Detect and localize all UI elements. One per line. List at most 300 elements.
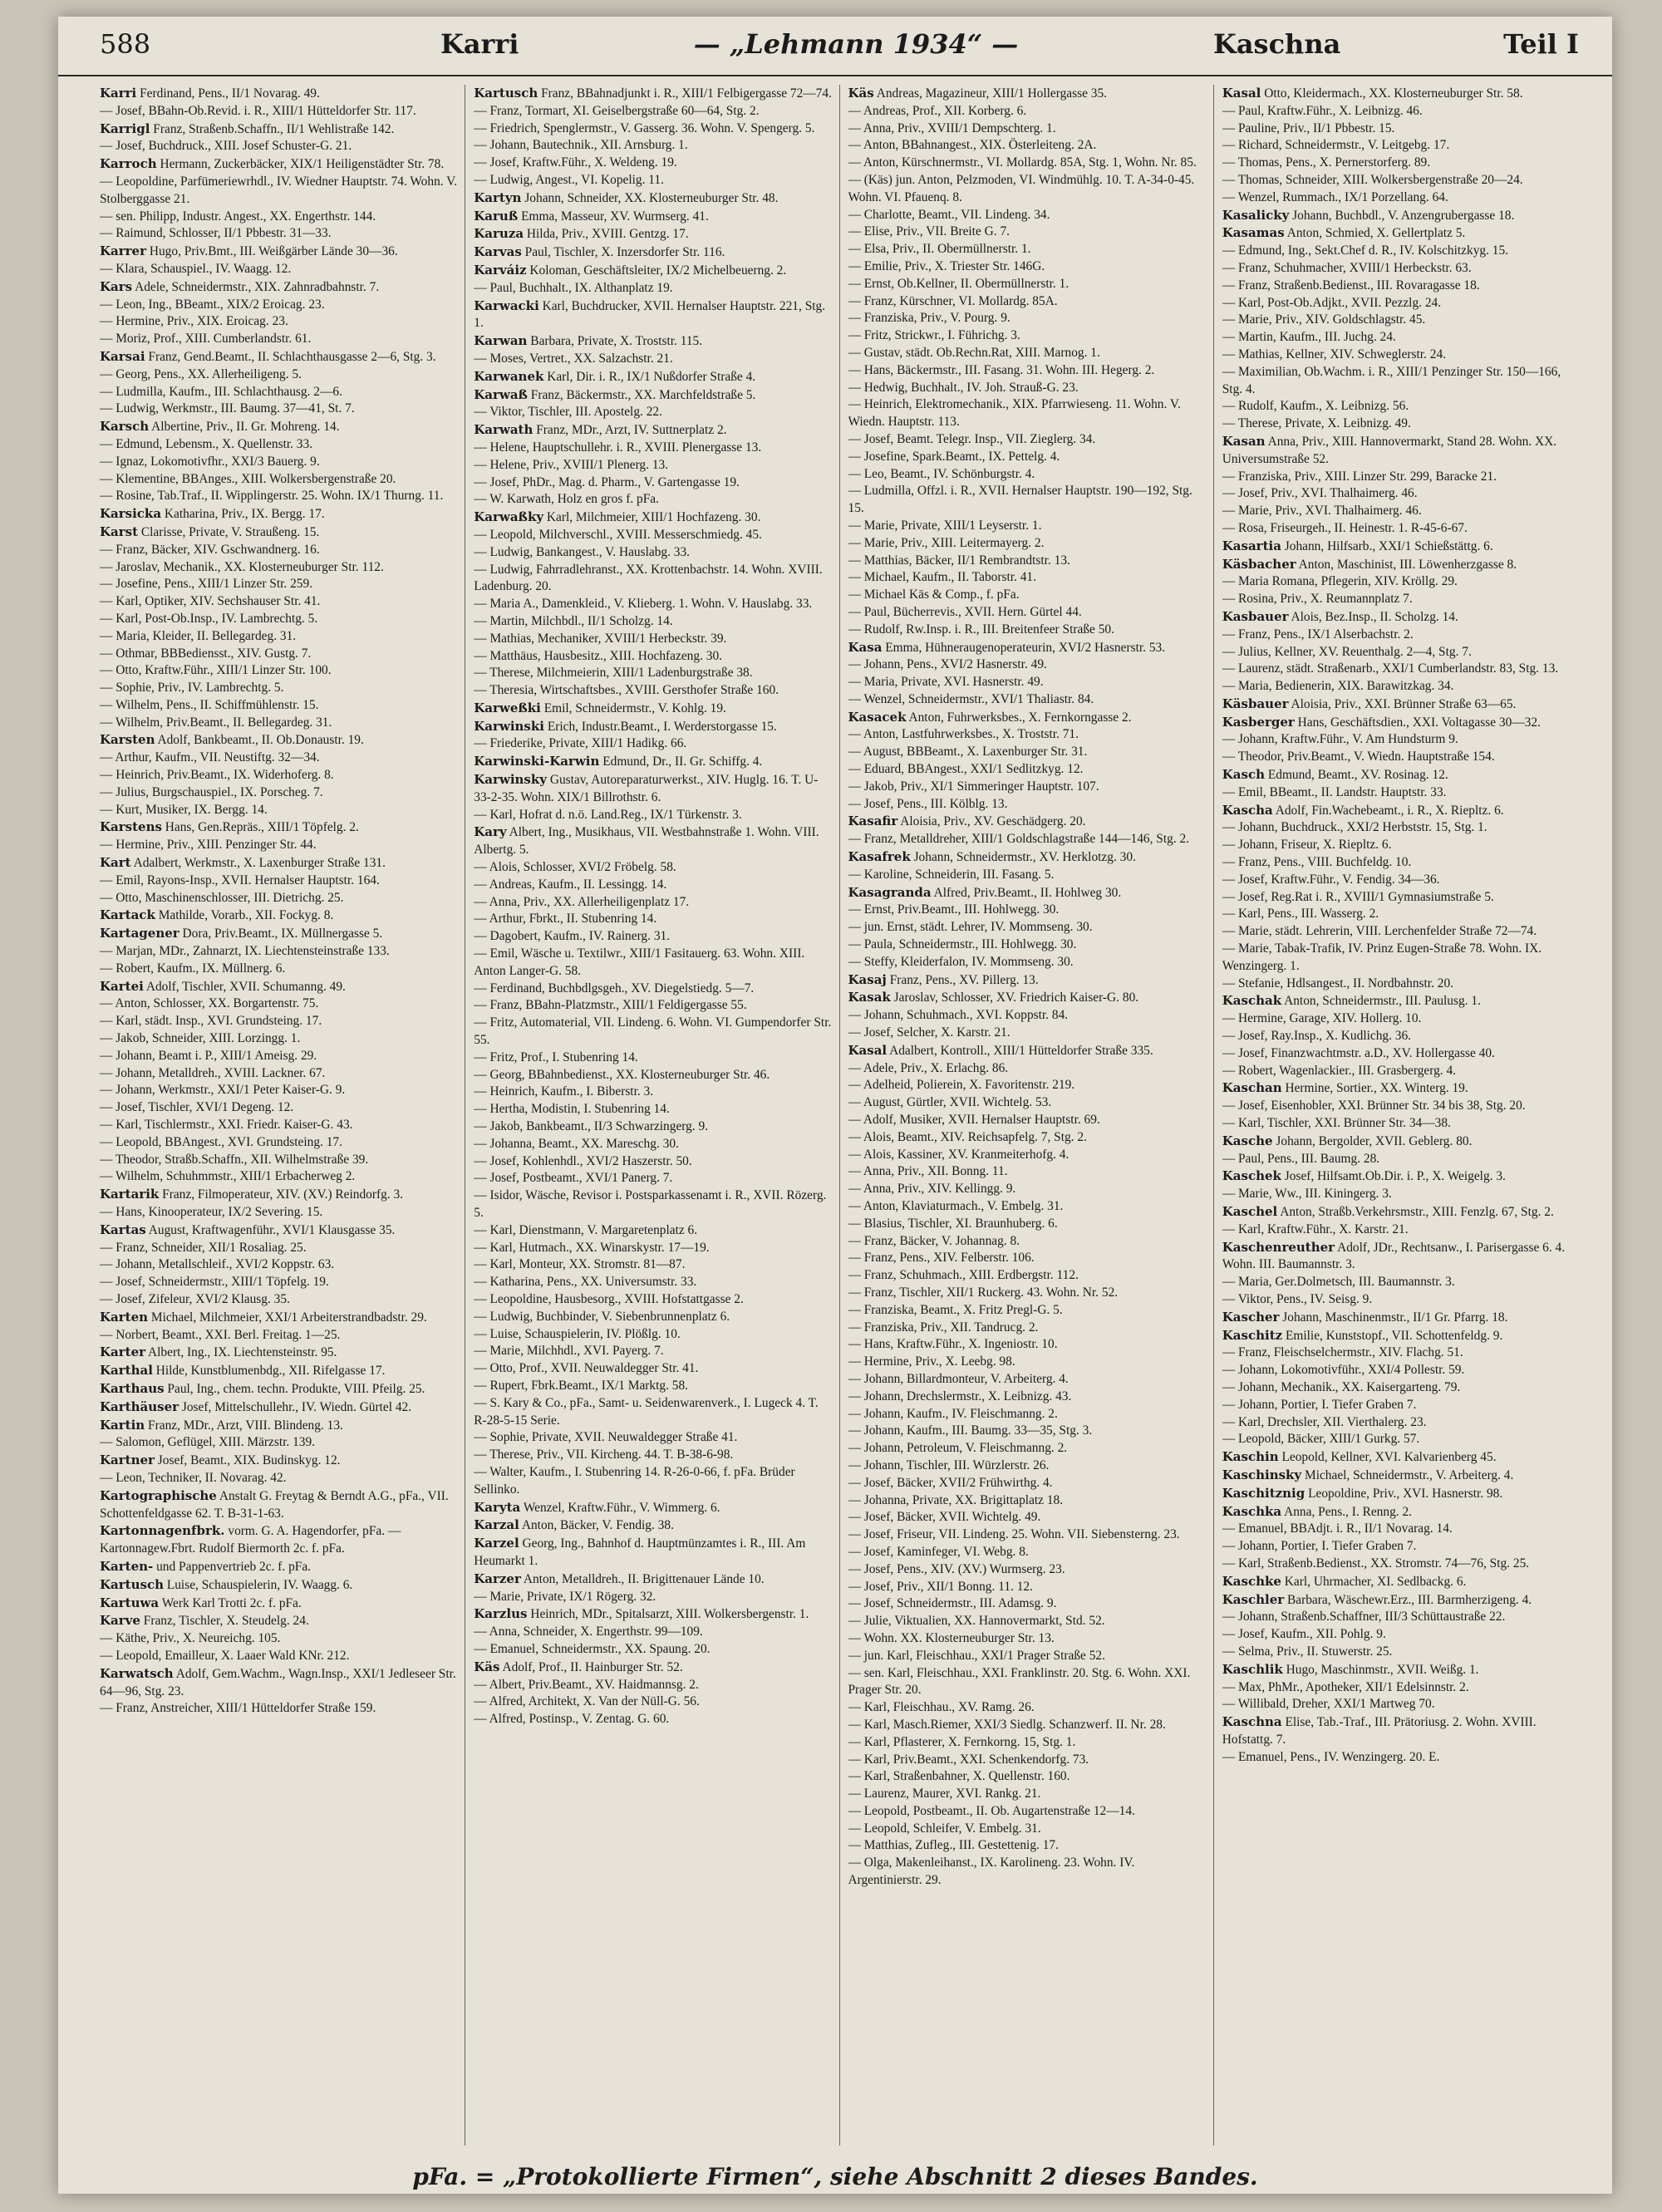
directory-entry: — Leopold, Postbeamt., II. Ob. Augartenstraße 12—14.	[848, 1803, 1135, 1818]
directory-entry: Kascha Adolf, Fin.Wachebeamt., i. R., X. Riepltz. 6.	[1222, 802, 1504, 818]
header-last-entry: Kaschna	[1213, 28, 1341, 60]
directory-entry: — Karl, Kraftw.Führ., X. Karstr. 21.	[1222, 1222, 1409, 1236]
directory-entry: — Jaroslav, Mechanik., XX. Klosterneuburger Str. 112.	[100, 559, 384, 574]
directory-entry: — Franziska, Priv., V. Pourg. 9.	[848, 311, 1010, 326]
directory-entry: — Laurenz, Maurer, XVI. Rankg. 21.	[848, 1787, 1041, 1802]
directory-entry: — Fritz, Strickwr., I. Führichg. 3.	[848, 328, 1020, 343]
directory-entry: Kaschin Leopold, Kellner, XVI. Kalvarienberg 45.	[1222, 1449, 1497, 1465]
directory-entry: Kartuwa Werk Karl Trotti 2c. f. pFa.	[100, 1595, 302, 1610]
directory-entry: — Johann, Billardmonteur, V. Arbeiterg. 4.	[848, 1371, 1069, 1386]
directory-entry: — Emanuel, BBAdjt. i. R., II/1 Novarag. 14.	[1222, 1521, 1453, 1536]
surname: Kaschke	[1222, 1573, 1281, 1589]
column-4	[1222, 85, 1587, 2146]
directory-entry: Kasafrek Johann, Schneidermstr., XV. Herklotzg. 30.	[848, 849, 1136, 865]
directory-entry: — Josef, Kraftw.Führ., V. Fendig. 34—36.	[1222, 872, 1440, 887]
surname: Karwinsky	[474, 772, 547, 788]
directory-entry: — Marie, Milchhdl., XVI. Payerg. 7.	[474, 1344, 664, 1359]
directory-entry: — Johann, Straßenb.Schaffner, III/3 Schüttaustraße 22.	[1222, 1610, 1506, 1625]
directory-entry: — Franziska, Priv., XII. Tandrucg. 2.	[848, 1320, 1039, 1335]
directory-entry: Käsbauer Aloisia, Priv., XXI. Brünner Straße 63—65.	[1222, 696, 1517, 711]
directory-entry: — Josef, Pens., XIV. (XV.) Wurmserg. 23.	[848, 1561, 1065, 1576]
directory-entry: — Jakob, Schneider, XIII. Lorzingg. 1.	[100, 1031, 301, 1046]
directory-entry: — Josef, BBahn-Ob.Revid. i. R., XIII/1 Hütteldorfer Str. 117.	[100, 103, 416, 118]
directory-entry: Karwacki Karl, Buchdrucker, XVII. Hernalser Hauptstr. 221, Stg. 1.	[474, 297, 826, 331]
directory-entry: — Rosina, Priv., X. Reumannplatz 7.	[1222, 592, 1413, 607]
directory-entry: — Josef, Priv., XVI. Thalhaimerg. 46.	[1222, 486, 1418, 501]
directory-entry: — Ernst, Ob.Kellner, II. Obermüllnerstr. 1.	[848, 276, 1069, 291]
directory-entry: Kaschitznig Leopoldine, Priv., XVI. Hasnerstr. 98.	[1222, 1485, 1503, 1501]
directory-entry: — Käthe, Priv., X. Neureichg. 105.	[100, 1631, 281, 1646]
directory-entry: Kart Adalbert, Werkmstr., X. Laxenburger Straße 131.	[100, 855, 386, 871]
directory-entry: — Johann, Mechanik., XX. Kaisergarteng. 79.	[1222, 1379, 1461, 1394]
directory-entry: Karwanek Karl, Dir. i. R., IX/1 Nußdorfer Straße 4.	[474, 368, 756, 384]
directory-entry: — Josef, Priv., XII/1 Bonng. 11. 12.	[848, 1579, 1033, 1594]
directory-entry: — Otto, Kraftw.Führ., XIII/1 Linzer Str. 100.	[100, 663, 332, 678]
directory-entry: — Josef, Schneidermstr., III. Adamsg. 9.	[848, 1596, 1057, 1611]
directory-entry: Kartin Franz, MDr., Arzt, VIII. Blindeng. 13.	[100, 1417, 343, 1433]
directory-entry: — Isidor, Wäsche, Revisor i. Postsparkassenamt i. R., XVII. Rözerg. 5.	[474, 1188, 827, 1220]
directory-entry: — Josef, Kraftw.Führ., X. Weldeng. 19.	[474, 155, 677, 170]
directory-entry: — Othmar, BBBediensst., XIV. Gustg. 7.	[100, 646, 312, 661]
directory-entry: — Matthäus, Hausbesitz., XIII. Hochfazeng. 30.	[474, 648, 722, 663]
directory-entry: — August, BBBeamt., X. Laxenburger Str. 31.	[848, 745, 1088, 759]
directory-entry: — Anna, Priv., XVIII/1 Dempschterg. 1.	[848, 120, 1056, 135]
directory-entry: Kasan Anna, Priv., XIII. Hannovermarkt, Stand 28. Wohn. XX. Universumstraße 52.	[1222, 433, 1557, 466]
directory-entry: — Salomon, Geflügel, XIII. Märzstr. 139.	[100, 1435, 316, 1450]
directory-entry: — Rosine, Tab.Traf., II. Wipplingerstr. 25. Wohn. IX/1 Thurng. 11.	[100, 489, 444, 504]
surname: Kartner	[100, 1453, 155, 1468]
surname: Kaschler	[1222, 1591, 1285, 1607]
directory-entry: — Johann, Kaufm., IV. Fleischmanng. 2.	[848, 1406, 1058, 1421]
directory-entry: — Ludwig, Werkmstr., III. Baumg. 37—41, St. 7.	[100, 401, 355, 416]
directory-entry: Kartusch Luise, Schauspielerin, IV. Waagg. 6.	[100, 1576, 353, 1592]
directory-entry: — Karl, Straßenb.Bedienst., XX. Stromstr. 74—76, Stg. 25.	[1222, 1556, 1530, 1571]
directory-entry: — Eduard, BBAngest., XXI/1 Sedlitzkyg. 12.	[848, 762, 1084, 777]
directory-entry: Kartei Adolf, Tischler, XVII. Schumanng. 49.	[100, 978, 346, 994]
directory-entry: — Leopold, Milchverschl., XVIII. Messerschmiedg. 45.	[474, 527, 762, 542]
directory-entry: — Anton, Klaviaturmach., V. Embelg. 31.	[848, 1199, 1064, 1213]
directory-entry: — Georg, BBahnbedienst., XX. Klosterneuburger Str. 46.	[474, 1067, 770, 1082]
column-2	[474, 85, 839, 2146]
directory-entry: — Karl, Post-Ob.Adjkt., XVII. Pezzlg. 24.	[1222, 295, 1442, 310]
directory-entry: — Katharina, Pens., XX. Universumstr. 33.	[474, 1275, 697, 1290]
directory-entry: — Hans, Kinooperateur, IX/2 Severing. 15.	[100, 1205, 323, 1219]
directory-entry: — Johann, Tischler, III. Würzlerstr. 26.	[848, 1457, 1050, 1472]
directory-entry: Karthal Hilde, Kunstblumenbdg., XII. Rifelgasse 17.	[100, 1363, 386, 1379]
directory-entry: — jun. Ernst, städt. Lehrer, IV. Mommseng. 30.	[848, 920, 1093, 935]
directory-entry: — Viktor, Pens., IV. Seisg. 9.	[1222, 1291, 1373, 1306]
surname: Kasacek	[848, 709, 907, 725]
surname: Kartographische	[100, 1487, 217, 1503]
directory-entry: — Maria, Kleider, II. Bellegardeg. 31.	[100, 628, 297, 643]
directory-entry: — Josef, Zifeleur, XVI/2 Klausg. 35.	[100, 1291, 290, 1306]
surname: Karuza	[474, 226, 524, 242]
directory-entry: — Julius, Kellner, XV. Reuenthalg. 2—4, Stg. 7.	[1222, 644, 1472, 659]
surname: Kaschak	[1222, 993, 1282, 1009]
surname: Kasan	[1222, 433, 1266, 449]
directory-entry: — Paul, Bücherrevis., XVII. Hern. Gürtel 44.	[848, 604, 1082, 619]
directory-entry: Karthäuser Josef, Mittelschullehr., IV. Wiedn. Gürtel 42.	[100, 1398, 412, 1414]
directory-entry: Kaschke Karl, Uhrmacher, XI. Sedlbackg. 6.	[1222, 1573, 1467, 1589]
surname: Karwaßky	[474, 509, 544, 525]
surname: Kartin	[100, 1417, 145, 1433]
directory-entry: — Matthias, Bäcker, II/1 Rembrandtstr. 13.	[848, 553, 1070, 568]
directory-entry: Karsai Franz, Gend.Beamt., II. Schlachthausgasse 2—6, Stg. 3.	[100, 348, 436, 364]
directory-entry: — Heinrich, Kaufm., I. Biberstr. 3.	[474, 1084, 654, 1099]
surname: Kartarik	[100, 1187, 160, 1202]
publication-title: — „Lehmann 1934“ —	[693, 28, 1019, 60]
directory-entry: — Alois, Schlosser, XVI/2 Fröbelg. 58.	[474, 860, 676, 875]
directory-entry: — Johann, Drechslermstr., X. Leibnizg. 43.	[848, 1389, 1072, 1403]
surname: Kascher	[1222, 1309, 1280, 1325]
directory-entry: — Karl, städt. Insp., XVI. Grundsteing. 17.	[100, 1014, 322, 1029]
directory-entry: Karten Michael, Milchmeier, XXI/1 Arbeiterstrandbadstr. 29.	[100, 1309, 427, 1325]
header-first-entry: Karri	[440, 28, 519, 60]
directory-entry: — Fritz, Automaterial, VII. Lindeng. 6. Wohn. VI. Gumpendorfer Str. 55.	[474, 1015, 832, 1048]
directory-entry: — Blasius, Tischler, XI. Braunhuberg. 6.	[848, 1216, 1058, 1231]
directory-entry: — Marie, städt. Lehrerin, VIII. Lerchenfelder Straße 72—74.	[1222, 924, 1537, 939]
directory-entry: — Marie, Priv., XIII. Leitermayerg. 2.	[848, 535, 1045, 550]
surname: Karst	[100, 524, 139, 539]
directory-entry: — Therese, Priv., VII. Kircheng. 44. T. B-38-6-98.	[474, 1448, 734, 1462]
directory-entry: Kartarik Franz, Filmoperateur, XIV. (XV.) Reindorfg. 3.	[100, 1187, 404, 1202]
directory-entry: — Paul, Kraftw.Führ., X. Leibnizg. 46.	[1222, 103, 1423, 118]
directory-entry: Karwaß Franz, Bäckermstr., XX. Marchfeldstraße 5.	[474, 386, 756, 402]
directory-entry: — Anton, Kürschnermstr., VI. Mollardg. 85A, Stg. 1, Wohn. Nr. 85.	[848, 155, 1197, 170]
directory-entry: — Andreas, Kaufm., II. Lessingg. 14.	[474, 877, 667, 892]
directory-entry: — Dagobert, Kaufm., IV. Rainerg. 31.	[474, 929, 671, 944]
footnote: pFa. = „Protokollierte Firmen“, siehe Abschnitt 2 dieses Bandes.	[412, 2163, 1258, 2190]
surname: Karroch	[100, 156, 157, 172]
directory-entry: Kaschan Hermine, Sortier., XX. Winterg. 19.	[1222, 1080, 1468, 1096]
directory-entry: Karwaßky Karl, Milchmeier, XIII/1 Hochfazeng. 30.	[474, 509, 761, 525]
directory-entry: — Mathias, Kellner, XIV. Schweglerstr. 24.	[1222, 347, 1446, 361]
directory-entry: — Elsa, Priv., II. Obermüllnerstr. 1.	[848, 242, 1031, 257]
directory-entry: — Anton, Lastfuhrwerksbes., X. Troststr. 71.	[848, 727, 1079, 742]
surname: Kaschin	[1222, 1449, 1279, 1465]
directory-entry: — Hermine, Priv., XIX. Eroicag. 23.	[100, 314, 288, 329]
directory-entry: — Ludmilla, Kaufm., III. Schlachthausg. 2—6.	[100, 384, 342, 399]
directory-entry: — Leopold, Emailleur, X. Laaer Wald KNr. 212.	[100, 1648, 350, 1663]
directory-entry: Kasalicky Johann, Buchbdl., V. Anzengrubergasse 18.	[1222, 207, 1515, 223]
surname: Karten	[100, 1309, 149, 1325]
directory-entry: — Franz, Bäcker, V. Johannag. 8.	[848, 1233, 1020, 1248]
directory-entry: — Josef, Postbeamt., XVI/1 Panerg. 7.	[474, 1171, 673, 1186]
surname: Kasagranda	[848, 884, 932, 900]
directory-entry: Käsbacher Anton, Maschinist, III. Löwenherzgasse 8.	[1222, 556, 1517, 572]
directory-entry: Kaschak Anton, Schneidermstr., III. Paulusg. 1.	[1222, 993, 1481, 1009]
directory-entry: — Karl, Hutmach., XX. Winarskystr. 17—19.	[474, 1240, 710, 1255]
directory-entry: — Emanuel, Schneidermstr., XX. Spaung. 20.	[474, 1641, 711, 1656]
directory-entry: — Johann, Portier, I. Tiefer Graben 7.	[1222, 1539, 1417, 1554]
surname: Karwinski-Karwin	[474, 754, 600, 769]
directory-entry: — Hans, Bäckermstr., III. Fasang. 31. Wohn. III. Hegerg. 2.	[848, 362, 1155, 377]
surname: Kartyn	[474, 189, 522, 205]
directory-entry: — Hedwig, Buchhalt., IV. Joh. Strauß-G. 23.	[848, 380, 1079, 395]
surname: Kaschitznig	[1222, 1485, 1306, 1501]
directory-entry: — Emanuel, Pens., IV. Wenzingerg. 20. E.	[1222, 1749, 1440, 1764]
directory-entry: Karzer Anton, Metalldreh., II. Brigittenauer Lände 10.	[474, 1571, 765, 1586]
directory-entry: — Georg, Pens., XX. Allerheiligeng. 5.	[100, 366, 302, 381]
directory-entry: — Franz, Kürschner, VI. Mollardg. 85A.	[848, 293, 1058, 308]
directory-entry: — Marie, Private, XIII/1 Leyserstr. 1.	[848, 518, 1042, 533]
directory-entry: Karstens Hans, Gen.Repräs., XIII/1 Töpfelg. 2.	[100, 819, 359, 835]
directory-entry: — Karl, Pens., III. Wasserg. 2.	[1222, 907, 1379, 922]
directory-entry: — Marie, Priv., XIV. Goldschlagstr. 45.	[1222, 312, 1426, 327]
directory-entry: Kasamas Anton, Schmied, X. Gellertplatz 5.	[1222, 225, 1466, 241]
surname: Karwacki	[474, 297, 539, 313]
directory-entry: Kasal Adalbert, Kontroll., XIII/1 Hütteldorfer Straße 335.	[848, 1042, 1153, 1058]
directory-entry: — Johann, Pens., XVI/2 Hasnerstr. 49.	[848, 657, 1047, 672]
directory-entry: — Otto, Maschinenschlosser, III. Dietrichg. 25.	[100, 890, 344, 905]
directory-entry: — Elise, Priv., VII. Breite G. 7.	[848, 224, 1010, 239]
directory-entry: — Franz, Anstreicher, XIII/1 Hütteldorfer Straße 159.	[100, 1701, 376, 1716]
surname: Käsbauer	[1222, 696, 1289, 711]
directory-entry: — Ludwig, Bankangest., V. Hauslabg. 33.	[474, 544, 691, 559]
surname: Karthaus	[100, 1380, 165, 1396]
directory-entry: — August, Gürtler, XVII. Wichtelg. 53.	[848, 1095, 1052, 1110]
directory-entry: — Karl, Hofrat d. n.ö. Land.Reg., IX/1 Türkenstr. 3.	[474, 807, 742, 822]
surname: Karthäuser	[100, 1398, 179, 1414]
directory-entry: Karuß Emma, Masseur, XV. Wurmserg. 41.	[474, 208, 709, 224]
directory-entry: — Wilhelm, Pens., II. Schiffmühlenstr. 15.	[100, 697, 319, 712]
directory-entry: — Ernst, Priv.Beamt., III. Hohlwegg. 30.	[848, 902, 1060, 917]
directory-entry: — Franziska, Beamt., X. Fritz Pregl-G. 5.	[848, 1302, 1063, 1317]
directory-entry: — Marie, Priv., XVI. Thalhaimerg. 46.	[1222, 504, 1422, 519]
surname: Kasalicky	[1222, 207, 1290, 223]
directory-entry: Karyta Wenzel, Kraftw.Führ., V. Wimmerg. 6.	[474, 1499, 720, 1515]
surname: Karsten	[100, 732, 155, 748]
directory-entry: Kartyn Johann, Schneider, XX. Klosterneuburger Str. 48.	[474, 189, 779, 205]
directory-entry: — Rudolf, Rw.Insp. i. R., III. Breitenfeer Straße 50.	[848, 622, 1114, 637]
directory-entry: — Marie, Private, IX/1 Rögerg. 32.	[474, 1589, 656, 1604]
directory-entry: — Karl, Pflasterer, X. Fernkorng. 15, Stg. 1.	[848, 1734, 1076, 1749]
directory-entry: — Josef, Buchdruck., XIII. Josef Schuster-G. 21.	[100, 139, 352, 154]
directory-entry: — Josef, Schneidermstr., XIII/1 Töpfelg. 19.	[100, 1275, 329, 1290]
directory-entry: — Josef, Finanzwachtmstr. a.D., XV. Hollergasse 40.	[1222, 1045, 1495, 1060]
directory-entry: — Raimund, Schlosser, II/1 Pbbestr. 31—33.	[100, 226, 332, 241]
directory-entry: — Josef, Bäcker, XVII/2 Frühwirthg. 4.	[848, 1475, 1053, 1490]
directory-entry: — Karl, Tischler, XXI. Brünner Str. 34—38.	[1222, 1116, 1451, 1131]
directory-entry: — Johanna, Private, XX. Brigittaplatz 18.	[848, 1492, 1064, 1507]
directory-entry: Kartack Mathilde, Vorarb., XII. Fockyg. 8.	[100, 907, 334, 923]
directory-entry: — Selma, Priv., II. Stuwerstr. 25.	[1222, 1644, 1393, 1659]
directory-entry: — Leopold, Bäcker, XIII/1 Gurkg. 57.	[1222, 1432, 1420, 1447]
directory-entry: — Johann, Kaufm., III. Baumg. 33—35, Stg. 3.	[848, 1423, 1093, 1438]
directory-entry: Karthaus Paul, Ing., chem. techn. Produkte, VIII. Pfeilg. 25.	[100, 1380, 425, 1396]
directory-entry: — Johann, Portier, I. Tiefer Graben 7.	[1222, 1397, 1417, 1412]
directory-entry: — Helene, Priv., XVIII/1 Plenerg. 13.	[474, 457, 669, 472]
directory-entry: — Rupert, Fbrk.Beamt., IX/1 Marktg. 58.	[474, 1378, 689, 1393]
directory-entry: Karzlus Heinrich, MDr., Spitalsarzt, XIII. Wolkersbergenstr. 1.	[474, 1606, 809, 1622]
directory-entry: — Edmund, Ing., Sekt.Chef d. R., IV. Kolschitzkyg. 15.	[1222, 243, 1509, 258]
directory-entry: Karweßki Emil, Schneidermstr., V. Kohlg. 19.	[474, 700, 726, 715]
directory-entry: Karri Ferdinand, Pens., II/1 Novarag. 49.	[100, 86, 320, 101]
directory-entry: Kaschenreuther Adolf, JDr., Rechtsanw., I. Parisergasse 6. 4. Wohn. III. Baumannstr. 3.	[1222, 1239, 1566, 1272]
directory-entry: — Johann, Werkmstr., XXI/1 Peter Kaiser-G. 9.	[100, 1083, 346, 1098]
directory-entry: — Marie, Ww., III. Kiningerg. 3.	[1222, 1187, 1392, 1202]
directory-entry: Kaschinsky Michael, Schneidermstr., V. Arbeiterg. 4.	[1222, 1467, 1514, 1482]
directory-entry: Kaschel Anton, Straßb.Verkehrsmstr., XIII. Fenzlg. 67, Stg. 2.	[1222, 1204, 1554, 1219]
surname: Kasafir	[848, 814, 898, 829]
directory-entry: Kartagener Dora, Priv.Beamt., IX. Müllnergasse 5.	[100, 926, 383, 941]
directory-entry: — Julius, Burgschauspiel., IX. Porscheg. 7.	[100, 784, 323, 799]
directory-entry: — Johann, Kraftw.Führ., V. Am Hundsturm 9.	[1222, 732, 1458, 747]
directory-entry: — Heinrich, Priv.Beamt., IX. Widerhoferg. 8.	[100, 768, 334, 783]
directory-entry: — Marjan, MDr., Zahnarzt, IX. Liechtensteinstraße 133.	[100, 944, 390, 959]
directory-entry: — S. Kary & Co., pFa., Samt- u. Seidenwarenverk., I. Lugeck 4. T. R-28-5-15 Serie.	[474, 1395, 819, 1428]
directory-entry: — Franziska, Priv., XIII. Linzer Str. 299, Baracke 21.	[1222, 469, 1497, 484]
directory-entry: — Paul, Buchhalt., IX. Althanplatz 19.	[474, 280, 673, 295]
directory-entry: — Ludwig, Buchbinder, V. Siebenbrunnenplatz 6.	[474, 1309, 730, 1324]
directory-entry: — Friedrich, Spenglermstr., V. Gasserg. 36. Wohn. V. Spengerg. 5.	[474, 120, 815, 135]
surname: Karthal	[100, 1363, 153, 1379]
surname: Karwan	[474, 333, 528, 349]
directory-entry: — Moriz, Prof., XIII. Cumberlandstr. 61.	[100, 332, 312, 347]
surname: Karwanek	[474, 368, 544, 384]
directory-entry: — Karl, Drechsler, XII. Vierthalerg. 23.	[1222, 1414, 1427, 1429]
directory-entry: — Wenzel, Rummach., IX/1 Porzellang. 64.	[1222, 189, 1448, 204]
directory-entry: Karváiz Koloman, Geschäftsleiter, IX/2 Michelbeuerng. 2.	[474, 262, 787, 278]
directory-entry: — Josef, Selcher, X. Karstr. 21.	[848, 1025, 1010, 1040]
surname: Karzlus	[474, 1606, 528, 1622]
surname: Kaschitz	[1222, 1327, 1283, 1343]
surname: Kasbauer	[1222, 608, 1289, 624]
directory-entry: — Johann, Beamt i. P., XIII/1 Ameisg. 29.	[100, 1048, 317, 1063]
directory-entry: — Karl, Post-Ob.Insp., IV. Lambrechtg. 5.	[100, 611, 318, 626]
directory-entry: — Franz, Straßenb.Bedienst., III. Rovaragasse 18.	[1222, 278, 1480, 292]
directory-entry: — Maximilian, Ob.Wachm. i. R., XIII/1 Penzinger Str. 150—166, Stg. 4.	[1222, 364, 1561, 396]
directory-entry: — Maria, Ger.Dolmetsch, III. Baumannstr. 3.	[1222, 1275, 1455, 1290]
surname: Kaschlik	[1222, 1661, 1283, 1677]
directory-entry: — Richard, Schneidermstr., V. Leitgebg. 17.	[1222, 138, 1450, 153]
directory-entry: — Karl, Monteur, XX. Stromstr. 81—87.	[474, 1257, 686, 1272]
directory-entry: — Anna, Priv., XII. Bonng. 11.	[848, 1164, 1008, 1179]
directory-entry: — Karl, Fleischhau., XV. Ramg. 26.	[848, 1700, 1035, 1715]
surname: Karzer	[474, 1571, 521, 1586]
surname: Karváiz	[474, 262, 527, 278]
directory-entry: — Anna, Schneider, X. Engerthstr. 99—109.	[474, 1625, 703, 1639]
directory-entry: — Steffy, Kleiderfalon, IV. Mommseng. 30.	[848, 954, 1074, 969]
directory-entry: — Wohn. XX. Klosterneuburger Str. 13.	[848, 1630, 1055, 1645]
directory-entry: — Emil, Rayons-Insp., XVII. Hernalser Hauptstr. 164.	[100, 873, 380, 887]
directory-entry: — Albert, Priv.Beamt., XV. Haidmannsg. 2.	[474, 1677, 699, 1692]
directory-entry: — Josef, Beamt. Telegr. Insp., VII. Zieglerg. 34.	[848, 431, 1096, 446]
directory-entry: — Michael, Kaufm., II. Taborstr. 41.	[848, 570, 1036, 585]
directory-entry: — Alois, Kassiner, XV. Kranmeiterhofg. 4.	[848, 1147, 1069, 1162]
directory-entry: — Julie, Viktualien, XX. Hannovermarkt, Std. 52.	[848, 1614, 1105, 1629]
surname: Karstens	[100, 819, 162, 835]
directory-entry: — Rudolf, Kaufm., X. Leibnizg. 56.	[1222, 399, 1409, 414]
directory-entry: — Paula, Schneidermstr., III. Hohlwegg. 30.	[848, 937, 1077, 952]
directory-entry: — Otto, Prof., XVII. Neuwaldegger Str. 41.	[474, 1361, 699, 1376]
directory-entry: Karsten Adolf, Bankbeamt., II. Ob.Donaustr. 19.	[100, 732, 364, 748]
page-number: 588	[100, 28, 151, 60]
directory-entry: — Mathias, Mechaniker, XVIII/1 Herbeckstr. 39.	[474, 631, 727, 646]
directory-entry: — Karl, Dienstmann, V. Margaretenplatz 6.	[474, 1222, 698, 1237]
directory-entry: — Max, PhMr., Apotheker, XII/1 Edelsinnstr. 2.	[1222, 1679, 1469, 1694]
directory-entry: — Johann, Friseur, X. Riepltz. 6.	[1222, 838, 1392, 853]
directory-entry: — Wenzel, Schneidermstr., XVI/1 Thaliastr. 84.	[848, 691, 1094, 706]
directory-entry: — Franz, Tormart, XI. Geiselbergstraße 60—64, Stg. 2.	[474, 103, 760, 118]
surname: Kasal	[1222, 86, 1261, 101]
directory-entry: Kartner Josef, Beamt., XIX. Budinskyg. 12.	[100, 1453, 341, 1468]
directory-entry: Kars Adele, Schneidermstr., XIX. Zahnradbahnstr. 7.	[100, 278, 380, 294]
directory-entry: — Thomas, Schneider, XIII. Wolkersbergenstraße 20—24.	[1222, 172, 1523, 187]
directory-entry: Karzel Georg, Ing., Bahnhof d. Hauptmünzamtes i. R., III. Am Heumarkt 1.	[474, 1536, 806, 1568]
column-3	[848, 85, 1214, 2146]
directory-entry: — Arthur, Kaufm., VII. Neustiftg. 32—34.	[100, 750, 320, 765]
directory-entry: — Klara, Schauspiel., IV. Waagg. 12.	[100, 261, 292, 276]
directory-entry: — Emilie, Priv., X. Triester Str. 146G.	[848, 258, 1045, 273]
surname: Karve	[100, 1613, 140, 1629]
directory-entry: Kaschna Elise, Tab.-Traf., III. Prätoriusg. 2. Wohn. XVIII. Hofstattg. 7.	[1222, 1714, 1537, 1747]
surname: Karsai	[100, 348, 145, 364]
surname: Karrigl	[100, 120, 150, 136]
directory-entry: — Andreas, Prof., XII. Korberg. 6.	[848, 103, 1027, 118]
directory-entry: — W. Karwath, Holz en gros f. pFa.	[474, 492, 659, 507]
directory-entry: — Matthias, Zufleg., III. Gestettenig. 17.	[848, 1838, 1059, 1853]
surname: Kartagener	[100, 926, 179, 941]
directory-entry: — Marie, Tabak-Trafik, IV. Prinz Eugen-Straße 78. Wohn. IX. Wenzingerg. 1.	[1222, 941, 1542, 973]
directory-entry: — Paul, Pens., III. Baumg. 28.	[1222, 1151, 1380, 1166]
surname: Kasal	[848, 1042, 888, 1058]
surname: Kaschek	[1222, 1168, 1281, 1184]
directory-entry: — Johann, Lokomotivführ., XXI/4 Pollestr. 59.	[1222, 1363, 1465, 1378]
directory-entry: — Josef, PhDr., Mag. d. Pharm., V. Gartengasse 19.	[474, 474, 740, 489]
directory-entry: Kasafir Aloisia, Priv., XV. Geschädgerg. 20.	[848, 814, 1086, 829]
directory-entry: — Hermine, Priv., X. Leebg. 98.	[848, 1354, 1015, 1369]
directory-entry: — Ferdinand, Buchbdlgsgeh., XV. Diegelstiedg. 5—7.	[474, 981, 755, 995]
directory-entry: — Therese, Private, X. Leibnizg. 49.	[1222, 416, 1411, 431]
directory-entry: — Charlotte, Beamt., VII. Lindeng. 34.	[848, 207, 1050, 222]
directory-entry: Kartas August, Kraftwagenführ., XVI/1 Klausgasse 35.	[100, 1222, 396, 1237]
directory-entry: — Josef, Tischler, XVI/1 Degeng. 12.	[100, 1100, 294, 1115]
directory-entry: Karrigl Franz, Straßenb.Schaffn., II/1 Wehlistraße 142.	[100, 120, 395, 136]
surname: Kaschinsky	[1222, 1467, 1302, 1482]
directory-entry: — Alfred, Architekt, X. Van der Nüll-G. 56.	[474, 1694, 700, 1709]
directory-entry: — Hans, Kraftw.Führ., X. Ingeniostr. 10.	[848, 1337, 1058, 1352]
directory-entry: — Johann, Bautechnik., XII. Arnsburg. 1.	[474, 138, 688, 153]
directory-entry: Käs Andreas, Magazineur, XIII/1 Hollergasse 35.	[848, 86, 1108, 101]
directory-entry: — Johanna, Beamt., XX. Mareschg. 30.	[474, 1136, 679, 1151]
directory-entry: — Hertha, Modistin, I. Stubenring 14.	[474, 1102, 670, 1117]
surname: Karrer	[100, 243, 147, 259]
directory-entry: — Fritz, Prof., I. Stubenring 14.	[474, 1049, 638, 1064]
directory-entry: — Ignaz, Lokomotivfhr., XXI/3 Bauerg. 9.	[100, 454, 320, 469]
directory-entry: — Karoline, Schneiderin, III. Fasang. 5.	[848, 867, 1055, 882]
directory-entry: — Alfred, Postinsp., V. Zentag. G. 60.	[474, 1712, 670, 1727]
directory-entry: — Klementine, BBAnges., XIII. Wolkersbergenstraße 20.	[100, 471, 396, 486]
directory-entry: Karwinsky Gustav, Autoreparaturwerkst., XIV. Huglg. 16. T. U-33-2-35. Wohn. XIX/1 Billrothstr. 6.	[474, 772, 819, 804]
directory-entry: — Michael Käs & Comp., f. pFa.	[848, 587, 1020, 602]
directory-entry: — Willibald, Dreher, XXI/1 Martweg 70.	[1222, 1697, 1435, 1712]
directory-entry: Kasartia Johann, Hilfsarb., XXI/1 Schießstättg. 6.	[1222, 538, 1493, 553]
directory-entry: — Franz, Tischler, XII/1 Ruckerg. 43. Wohn. Nr. 52.	[848, 1285, 1119, 1300]
directory-entry: — Walter, Kaufm., I. Stubenring 14. R-26-0-66, f. pFa. Brüder Sellinko.	[474, 1464, 795, 1497]
directory-entry: — Sophie, Priv., IV. Lambrechtg. 5.	[100, 681, 284, 696]
directory-page	[58, 17, 1612, 2194]
directory-entry: — Josef, Reg.Rat i. R., XVIII/1 Gymnasiumstraße 5.	[1222, 889, 1494, 904]
surname: Käs	[474, 1659, 500, 1674]
directory-entry: — Jakob, Bankbeamt., II/3 Schwarzingerg. 9.	[474, 1119, 709, 1134]
directory-entry: Karsicka Katharina, Priv., IX. Bergg. 17.	[100, 506, 325, 522]
directory-entry: — Maria, Bedienerin, XIX. Barawitzkag. 34.	[1222, 679, 1454, 694]
surname: Karweßki	[474, 700, 541, 715]
directory-entry: — Anna, Priv., XX. Allerheiligenplatz 17.	[474, 894, 690, 909]
directory-entry: — Robert, Kaufm., IX. Müllnerg. 6.	[100, 961, 286, 976]
directory-entry: — Hermine, Garage, XIV. Hollerg. 10.	[1222, 1011, 1422, 1026]
